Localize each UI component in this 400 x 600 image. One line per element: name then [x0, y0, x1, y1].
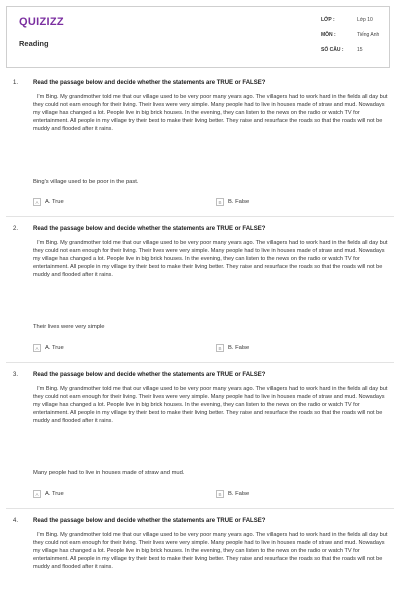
- option-b-checkbox[interactable]: B: [216, 490, 224, 498]
- option-a-label: A. True: [45, 199, 64, 205]
- divider: [6, 362, 394, 363]
- reading-passage: I'm Bing. My grandmother told me that our village used to be very poor many years ago. The villagers had to work hard in the fields all day but they could not earn enough for their living. Their lives were very simple. Many people had to live in houses made of straw and mud. Nowadays my village has changed a lot. People live in big brick houses. In the evening, they can listen to the news on the radio or watch TV for entertainment. All people in my village try their best to make their living better. They raise and resurface the roads so that the roads will not be muddy and flooded after it rains.: [33, 240, 388, 279]
- worksheet-title: Reading: [19, 39, 49, 48]
- question-prompt: Read the passage below and decide whether the statements are TRUE or FALSE?: [33, 80, 266, 86]
- question-3: [0, 372, 400, 502]
- question-4: [0, 518, 400, 600]
- option-a-label: A. True: [45, 491, 64, 497]
- option-a-checkbox[interactable]: A: [33, 344, 41, 352]
- reading-passage: I'm Bing. My grandmother told me that our village used to be very poor many years ago. The villagers had to work hard in the fields all day but they could not earn enough for their living. Their lives were very simple. Many people had to live in houses made of straw and mud. Nowadays my village has changed a lot. People live in big brick houses. In the evening, they can listen to the news on the radio or watch TV for entertainment. All people in my village try their best to make their living better. They raise and resurface the roads so that the roads will not be muddy and flooded after it rains.: [33, 94, 388, 133]
- divider: [6, 216, 394, 217]
- worksheet-header: [6, 6, 390, 68]
- option-b-checkbox[interactable]: B: [216, 198, 224, 206]
- class-label: LỚP :: [321, 17, 335, 23]
- option-a-label: A. True: [45, 345, 64, 351]
- question-1: [0, 80, 400, 210]
- question-number: 3.: [13, 372, 19, 378]
- option-b[interactable]: [216, 198, 249, 206]
- question-number: 4.: [13, 518, 19, 524]
- option-a[interactable]: [33, 198, 64, 206]
- option-a[interactable]: [33, 344, 64, 352]
- question-2: [0, 226, 400, 356]
- option-a-checkbox[interactable]: A: [33, 490, 41, 498]
- option-b-label: B. False: [228, 199, 250, 205]
- option-b-label: B. False: [228, 491, 250, 497]
- question-prompt: Read the passage below and decide whether the statements are TRUE or FALSE?: [33, 518, 266, 524]
- question-count-label: SỐ CÂU :: [321, 47, 344, 53]
- subject-label: MÔN :: [321, 32, 336, 38]
- quizizz-logo: QUIZIZZ: [19, 16, 64, 28]
- reading-passage: I'm Bing. My grandmother told me that our village used to be very poor many years ago. The villagers had to work hard in the fields all day but they could not earn enough for their living. Their lives were very simple. Many people had to live in houses made of straw and mud. Nowadays my village has changed a lot. People live in big brick houses. In the evening, they can listen to the news on the radio or watch TV for entertainment. All people in my village try their best to make their living better. They raise and resurface the roads so that the roads will not be muddy and flooded after it rains.: [33, 532, 388, 571]
- reading-passage: I'm Bing. My grandmother told me that our village used to be very poor many years ago. The villagers had to work hard in the fields all day but they could not earn enough for their living. Their lives were very simple. Many people had to live in houses made of straw and mud. Nowadays my village has changed a lot. People live in big brick houses. In the evening, they can listen to the news on the radio or watch TV for entertainment. All people in my village try their best to make their living better. They raise and resurface the roads so that the roads will not be muddy and flooded after it rains.: [33, 386, 388, 425]
- option-b-checkbox[interactable]: B: [216, 344, 224, 352]
- option-a-checkbox[interactable]: A: [33, 198, 41, 206]
- question-count-value: 15: [357, 47, 363, 53]
- question-prompt: Read the passage below and decide whether the statements are TRUE or FALSE?: [33, 226, 266, 232]
- question-prompt: Read the passage below and decide whether the statements are TRUE or FALSE?: [33, 372, 266, 378]
- option-b-label: B. False: [228, 345, 250, 351]
- question-number: 2.: [13, 226, 19, 232]
- option-b[interactable]: [216, 344, 249, 352]
- subject-value: Tiếng Anh: [357, 32, 380, 38]
- question-statement: Their lives were very simple: [33, 324, 105, 330]
- class-value: Lớp 10: [357, 17, 373, 23]
- question-number: 1.: [13, 80, 19, 86]
- option-b[interactable]: [216, 490, 249, 498]
- option-a[interactable]: [33, 490, 64, 498]
- question-statement: Bing's village used to be poor in the past.: [33, 179, 139, 185]
- divider: [6, 508, 394, 509]
- question-statement: Many people had to live in houses made of straw and mud.: [33, 470, 185, 476]
